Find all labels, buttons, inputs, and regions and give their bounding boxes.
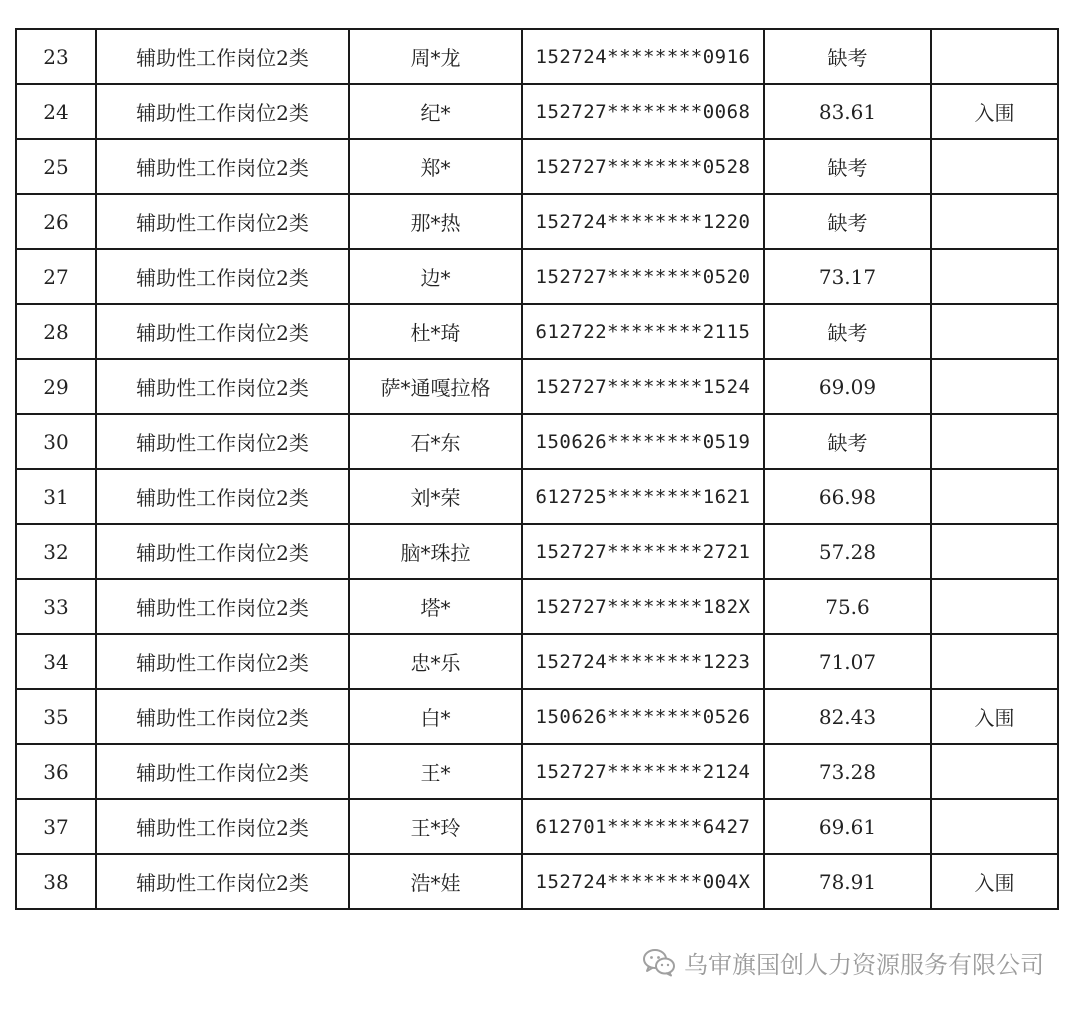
cell-id-number: 612701********6427 <box>522 799 764 854</box>
cell-score: 71.07 <box>764 634 931 689</box>
cell-id-number: 152727********2124 <box>522 744 764 799</box>
cell-number: 29 <box>16 359 96 414</box>
table-row <box>16 139 1058 194</box>
cell-name: 纪* <box>349 84 522 139</box>
cell-id-number: 152727********182X <box>522 579 764 634</box>
cell-position: 辅助性工作岗位2类 <box>96 634 349 689</box>
table-row <box>16 414 1058 469</box>
cell-score: 73.17 <box>764 249 931 304</box>
cell-score: 73.28 <box>764 744 931 799</box>
cell-number: 34 <box>16 634 96 689</box>
cell-id-number: 612725********1621 <box>522 469 764 524</box>
cell-id-number: 612722********2115 <box>522 304 764 359</box>
cell-id-number: 152724********1223 <box>522 634 764 689</box>
cell-score: 57.28 <box>764 524 931 579</box>
cell-number: 24 <box>16 84 96 139</box>
cell-position: 辅助性工作岗位2类 <box>96 524 349 579</box>
table-row <box>16 634 1058 689</box>
cell-name: 白* <box>349 689 522 744</box>
cell-result <box>931 799 1058 854</box>
cell-name: 萨*通嘎拉格 <box>349 359 522 414</box>
cell-id-number: 152724********004X <box>522 854 764 909</box>
table-row <box>16 304 1058 359</box>
cell-result: 入围 <box>931 84 1058 139</box>
cell-name: 刘*荣 <box>349 469 522 524</box>
table-row <box>16 524 1058 579</box>
table-row <box>16 799 1058 854</box>
cell-id-number: 152727********0528 <box>522 139 764 194</box>
cell-position: 辅助性工作岗位2类 <box>96 799 349 854</box>
cell-result <box>931 634 1058 689</box>
cell-name: 杜*琦 <box>349 304 522 359</box>
watermark-text: 乌审旗国创人力资源服务有限公司 <box>684 950 1044 979</box>
table-row <box>16 854 1058 909</box>
cell-id-number: 150626********0526 <box>522 689 764 744</box>
cell-position: 辅助性工作岗位2类 <box>96 304 349 359</box>
cell-name: 王*玲 <box>349 799 522 854</box>
cell-score: 缺考 <box>764 139 931 194</box>
cell-id-number: 152727********0520 <box>522 249 764 304</box>
cell-id-number: 152724********1220 <box>522 194 764 249</box>
results-table <box>15 28 1059 910</box>
cell-result <box>931 414 1058 469</box>
cell-result <box>931 29 1058 84</box>
cell-score: 83.61 <box>764 84 931 139</box>
cell-name: 王* <box>349 744 522 799</box>
cell-number: 33 <box>16 579 96 634</box>
cell-score: 82.43 <box>764 689 931 744</box>
wechat-icon <box>642 947 676 977</box>
cell-id-number: 152727********2721 <box>522 524 764 579</box>
table-row <box>16 579 1058 634</box>
cell-number: 36 <box>16 744 96 799</box>
cell-result <box>931 359 1058 414</box>
cell-score: 缺考 <box>764 194 931 249</box>
cell-position: 辅助性工作岗位2类 <box>96 469 349 524</box>
cell-name: 周*龙 <box>349 29 522 84</box>
cell-name: 郑* <box>349 139 522 194</box>
cell-result <box>931 139 1058 194</box>
cell-result <box>931 579 1058 634</box>
table-body <box>16 29 1058 909</box>
cell-score: 69.61 <box>764 799 931 854</box>
cell-result <box>931 249 1058 304</box>
cell-number: 27 <box>16 249 96 304</box>
cell-id-number: 152727********1524 <box>522 359 764 414</box>
cell-id-number: 152727********0068 <box>522 84 764 139</box>
cell-result: 入围 <box>931 854 1058 909</box>
cell-number: 25 <box>16 139 96 194</box>
cell-number: 31 <box>16 469 96 524</box>
cell-result <box>931 469 1058 524</box>
cell-name: 脑*珠拉 <box>349 524 522 579</box>
cell-score: 78.91 <box>764 854 931 909</box>
table-row <box>16 29 1058 84</box>
cell-score: 69.09 <box>764 359 931 414</box>
table-row <box>16 249 1058 304</box>
cell-number: 38 <box>16 854 96 909</box>
cell-result: 入围 <box>931 689 1058 744</box>
table-row <box>16 744 1058 799</box>
table-row <box>16 689 1058 744</box>
cell-number: 35 <box>16 689 96 744</box>
cell-position: 辅助性工作岗位2类 <box>96 579 349 634</box>
cell-position: 辅助性工作岗位2类 <box>96 139 349 194</box>
table-row <box>16 359 1058 414</box>
cell-score: 缺考 <box>764 414 931 469</box>
cell-name: 边* <box>349 249 522 304</box>
cell-score: 66.98 <box>764 469 931 524</box>
cell-number: 37 <box>16 799 96 854</box>
cell-number: 28 <box>16 304 96 359</box>
cell-position: 辅助性工作岗位2类 <box>96 359 349 414</box>
cell-score: 75.6 <box>764 579 931 634</box>
cell-id-number: 152724********0916 <box>522 29 764 84</box>
cell-name: 塔* <box>349 579 522 634</box>
cell-number: 26 <box>16 194 96 249</box>
cell-position: 辅助性工作岗位2类 <box>96 194 349 249</box>
cell-name: 石*东 <box>349 414 522 469</box>
cell-result <box>931 524 1058 579</box>
table-row <box>16 84 1058 139</box>
cell-number: 32 <box>16 524 96 579</box>
cell-id-number: 150626********0519 <box>522 414 764 469</box>
cell-position: 辅助性工作岗位2类 <box>96 414 349 469</box>
cell-position: 辅助性工作岗位2类 <box>96 744 349 799</box>
cell-number: 30 <box>16 414 96 469</box>
cell-result <box>931 744 1058 799</box>
cell-position: 辅助性工作岗位2类 <box>96 29 349 84</box>
cell-result <box>931 304 1058 359</box>
cell-score: 缺考 <box>764 29 931 84</box>
cell-name: 那*热 <box>349 194 522 249</box>
cell-position: 辅助性工作岗位2类 <box>96 854 349 909</box>
watermark <box>642 944 1044 980</box>
cell-result <box>931 194 1058 249</box>
cell-number: 23 <box>16 29 96 84</box>
cell-name: 忠*乐 <box>349 634 522 689</box>
cell-position: 辅助性工作岗位2类 <box>96 84 349 139</box>
table-row <box>16 194 1058 249</box>
cell-name: 浩*娃 <box>349 854 522 909</box>
cell-position: 辅助性工作岗位2类 <box>96 689 349 744</box>
table-row <box>16 469 1058 524</box>
cell-score: 缺考 <box>764 304 931 359</box>
cell-position: 辅助性工作岗位2类 <box>96 249 349 304</box>
